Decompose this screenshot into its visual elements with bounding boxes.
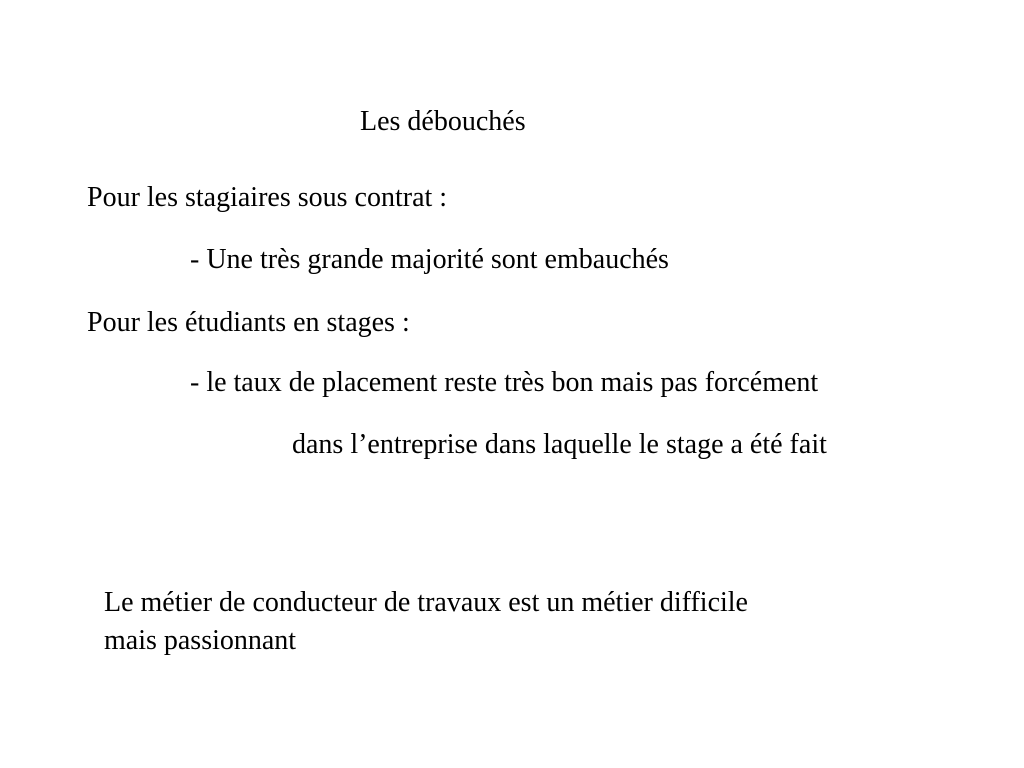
slide-title: Les débouchés: [360, 106, 526, 137]
conclusion-line: Le métier de conducteur de travaux est un métier difficile: [104, 587, 748, 618]
bullet-taux-placement: - le taux de placement reste très bon mais pas forcément: [190, 367, 819, 398]
section-heading-stagiaires: Pour les stagiaires sous contrat :: [87, 182, 448, 213]
conclusion-line: mais passionnant: [104, 625, 297, 656]
section-heading-etudiants: Pour les étudiants en stages :: [87, 307, 410, 338]
bullet-taux-placement-continuation: dans l’entreprise dans laquelle le stage a été fait: [292, 429, 827, 460]
conclusion-paragraph: [104, 584, 924, 660]
bullet-embauches: - Une très grande majorité sont embauchés: [190, 244, 669, 275]
